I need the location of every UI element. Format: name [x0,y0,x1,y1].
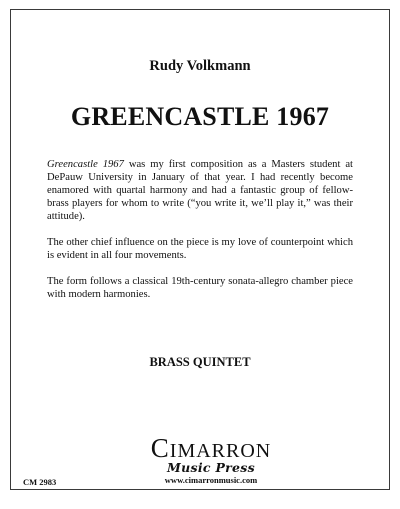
notes-paragraph-1-text: was my first composition as a Masters student at DePauw University in January of that year. I had recently become enamored with quartal harmony and had a fantastic group of fellow-brass players for whom to write (“you write it, we’ll play it,” was their attitude). [47,159,353,222]
publisher-name-rest: IMARRON [169,440,272,462]
notes-paragraph-2: The other chief influence on the piece is my love of counterpoint which is evident in all four movements. [47,237,353,261]
publisher-name-initial: C [150,433,170,463]
notes-title-italic: Greencastle 1967 [47,159,124,170]
catalog-number: CM 2983 [23,477,57,487]
piece-title: GREENCASTLE 1967 [70,102,330,131]
publisher-subtitle: Music Press [167,460,255,475]
composer-name: Rudy Volkmann [149,58,251,74]
notes-paragraph-3: The form follows a classical 19th-century sonata-allegro chamber piece with modern harmonies. [47,276,353,300]
publisher-name [136,433,286,463]
program-notes [47,158,353,301]
cover-page [10,9,390,490]
publisher-logo [136,433,286,485]
publisher-url: www.cimarronmusic.com [164,475,258,485]
notes-paragraph-1 [47,158,353,223]
instrumentation-label: BRASS QUINTET [149,355,251,369]
